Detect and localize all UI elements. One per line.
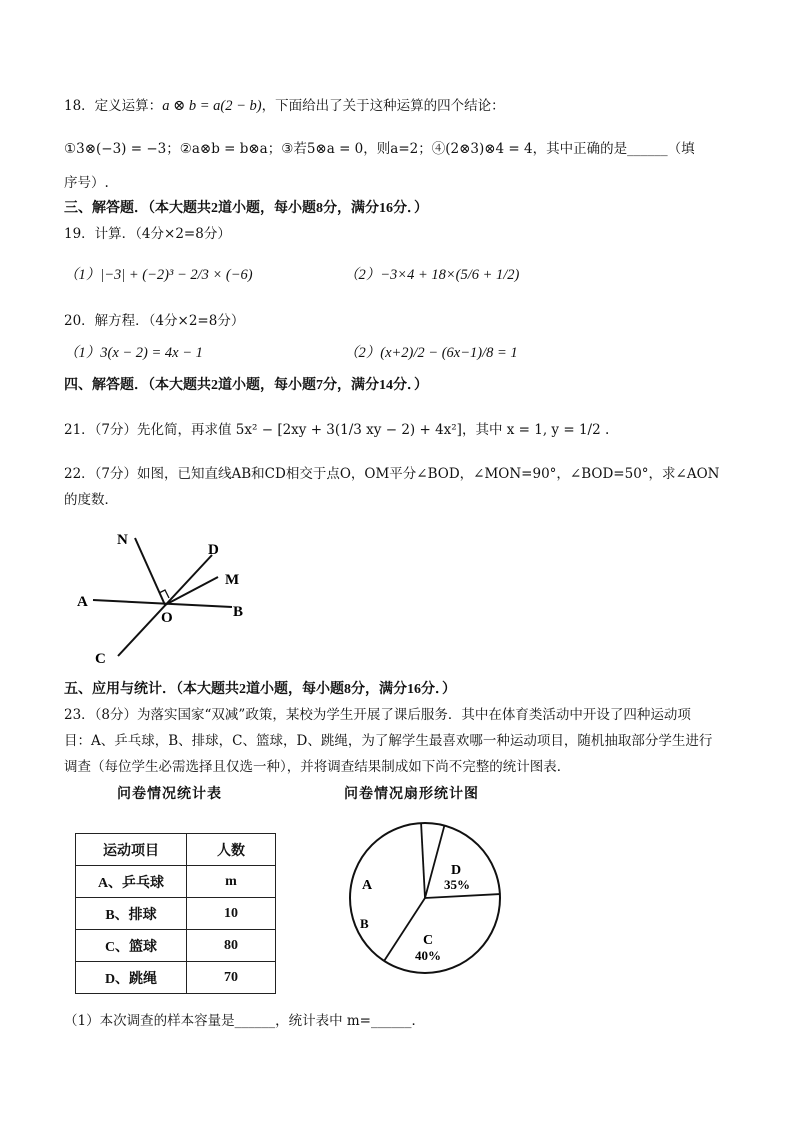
q20-title: 20．解方程．（4分×2=8分） xyxy=(64,313,245,329)
ray-om xyxy=(165,577,218,605)
q23-line1: 23．（8分）为落实国家“双减”政策，某校为学生开展了课后服务．其中在体育类活动中开设了四种运动项 xyxy=(64,707,691,723)
table-cell-item: A、乒乓球 xyxy=(76,866,187,898)
q20-part1: （1）3(x − 2) = 4x − 1 xyxy=(64,345,203,361)
pie-label-b: B xyxy=(360,916,369,931)
table-cell-item: C、篮球 xyxy=(76,930,187,962)
q19-title: 19．计算．（4分×2=8分） xyxy=(64,226,231,242)
pie-caption: 问卷情况扇形统计图 xyxy=(344,787,479,802)
section3-title: 三、解答题．（本大题共2道小题，每小题8分，满分16分．） xyxy=(64,201,428,216)
stat-table xyxy=(75,833,276,994)
q21-text: 21．（7分）先化简，再求值 5x² − [2xy + 3(1/3 xy − 2) + 4x²]，其中 x = 1, y = 1/2 . xyxy=(64,422,610,438)
table-cell-count: 80 xyxy=(187,930,276,962)
table-cell-count: 10 xyxy=(187,898,276,930)
table-header-row xyxy=(76,834,276,866)
pie-slices xyxy=(384,823,500,961)
table-cell-item: D、跳绳 xyxy=(76,962,187,994)
table-header-count: 人数 xyxy=(187,834,276,866)
pie-slice-boundary-A xyxy=(425,826,444,898)
q19-part1: （1）|−3| + (−2)³ − 2/3 × (−6) xyxy=(64,267,253,283)
table-cell-count: m xyxy=(187,866,276,898)
table-row xyxy=(76,866,276,898)
pie-label-a: A xyxy=(362,878,373,893)
q18-intro: 18．定义运算： xyxy=(64,98,163,114)
q20-part2: （2）(x+2)/2 − (6x−1)/8 = 1 xyxy=(344,345,518,361)
q22-line2: 的度数． xyxy=(64,492,118,508)
table-caption: 问卷情况统计表 xyxy=(117,787,222,802)
pie-chart xyxy=(340,808,520,988)
pie-slice-boundary-B xyxy=(421,823,425,898)
q22-line1: 22．（7分）如图，已知直线AB和CD相交于点O，OM平分∠BOD，∠MON=90°，∠BOD=50°，求∠AON xyxy=(64,466,720,482)
q18-definition: a ⊗ b = a(2 − b) xyxy=(162,98,262,114)
label-b: B xyxy=(233,604,244,620)
angle-figure xyxy=(70,525,270,670)
section5-title: 五、应用与统计．（本大题共2道小题，每小题8分，满分16分．） xyxy=(64,682,456,697)
table-cell-count: 70 xyxy=(187,962,276,994)
q23-line3: 调查（每位学生必需选择且仅选一种），并将调查结果制成如下尚不完整的统计图表． xyxy=(64,759,571,775)
pie-label-c: C xyxy=(423,933,434,948)
label-d: D xyxy=(208,542,219,558)
q23-line2: 目：A、乒乓球，B、排球，C、篮球，D、跳绳，为了解学生最喜欢哪一种运动项目，随机抽取部分学生进行 xyxy=(64,733,713,749)
table-row xyxy=(76,898,276,930)
q18-intro-tail: ，下面给出了关于这种运算的四个结论： xyxy=(261,98,505,114)
pie-pct-c: 40% xyxy=(415,948,441,963)
label-a: A xyxy=(77,594,88,610)
section4-title: 四、解答题．（本大题共2道小题，每小题7分，满分14分．） xyxy=(64,378,428,393)
pie-label-d: D xyxy=(451,863,462,878)
label-o: O xyxy=(161,610,173,626)
q18-line1 xyxy=(64,96,505,116)
q23-sub1: （1）本次调查的样本容量是______，统计表中 m=______． xyxy=(64,1013,425,1029)
ray-on xyxy=(135,538,165,605)
label-c: C xyxy=(95,651,106,667)
table-row xyxy=(76,930,276,962)
table-cell-item: B、排球 xyxy=(76,898,187,930)
pie-pct-d: 35% xyxy=(444,877,470,892)
q19-part2: （2）−3×4 + 18×(5/6 + 1/2) xyxy=(344,267,520,283)
pie-slice-boundary-D xyxy=(425,894,500,898)
table-row xyxy=(76,962,276,994)
q18-tail: 序号）. xyxy=(64,175,109,191)
label-n: N xyxy=(117,532,128,548)
table-header-item: 运动项目 xyxy=(76,834,187,866)
label-m: M xyxy=(225,572,240,588)
q18-conclusions: ①3⊗(−3) = −3；②a⊗b = b⊗a；③若5⊗a = 0，则a=2；④(2⊗3)⊗4 = 4，其中正确的是______（填 xyxy=(64,141,695,157)
